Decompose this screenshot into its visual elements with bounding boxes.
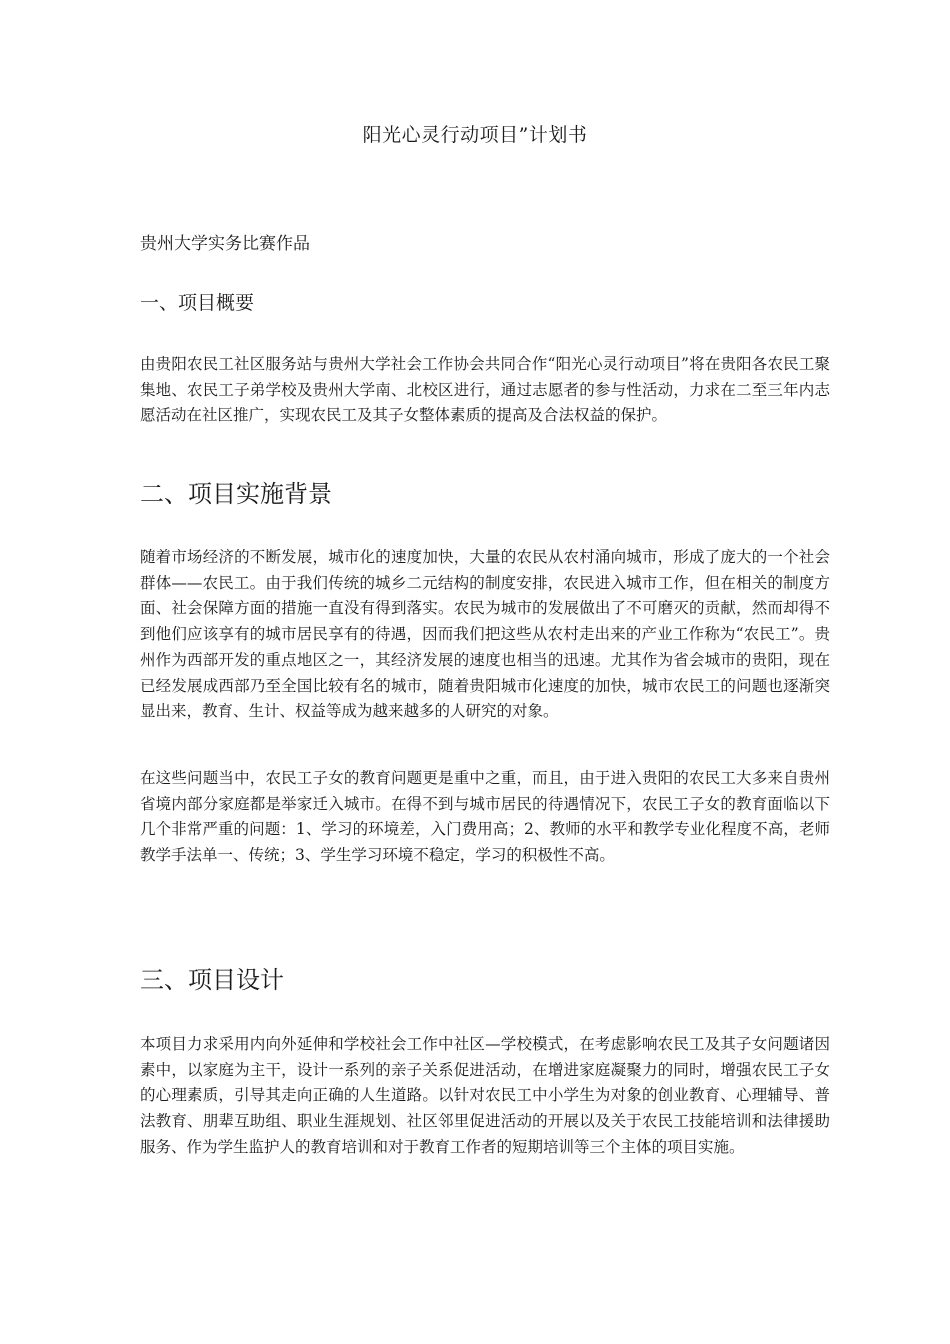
section-background-paragraph-1: 随着市场经济的不断发展，城市化的速度加快，大量的农民从农村涌向城市，形成了庞大的一个社会群体——农民工。由于我们传统的城乡二元结构的制度安排，农民进入城市工作，但在相关的制度方面、社会保障方面的措施一直没有得到落实。农民为城市的发展做出了不可磨灭的贡献，然而却得不到他们应该享有的城市居民享有的待遇，因而我们把这些从农村走出来的产业工作称为“农民工”。贵州作为西部开发的重点地区之一，其经济发展的速度也相当的迅速。尤其作为省会城市的贵阳，现在已经发展成西部乃至全国比较有名的城市，随着贵阳城市化速度的加快，城市农民工的问题也逐渐突显出来，教育、生计、权益等成为越来越多的人研究的对象。 xyxy=(140,548,830,721)
section-heading-overview: 一、项目概要 xyxy=(140,292,255,314)
section-heading-background: 二、项目实施背景 xyxy=(140,480,332,508)
document-title: 阳光心灵行动项目”计划书 xyxy=(362,124,588,146)
document-subtitle: 贵州大学实务比赛作品 xyxy=(140,234,310,254)
section-background-paragraph-2: 在这些问题当中，农民工子女的教育问题更是重中之重，而且，由于进入贵阳的农民工大多来自贵州省境内部分家庭都是举家迁入城市。在得不到与城市居民的待遇情况下，农民工子女的教育面临以下几个非常严重的问题：1、学习的环境差，入门费用高；2、教师的水平和教学专业化程度不高，老师教学手法单一、传统；3、学生学习环境不稳定，学习的积极性不高。 xyxy=(140,769,830,865)
section-heading-design: 三、项目设计 xyxy=(140,966,284,994)
section-design-paragraph: 本项目力求采用内向外延伸和学校社会工作中社区—学校模式，在考虑影响农民工及其子女问题诸因素中，以家庭为主干，设计一系列的亲子关系促进活动，在增进家庭凝聚力的同时，增强农民工子女的心理素质，引导其走向正确的人生道路。以针对农民工中小学生为对象的创业教育、心理辅导、普法教育、朋辈互助组、职业生涯规划、社区邻里促进活动的开展以及关于农民工技能培训和法律援助服务、作为学生监护人的教育培训和对于教育工作者的短期培训等三个主体的项目实施。 xyxy=(140,1035,830,1156)
section-overview-paragraph: 由贵阳农民工社区服务站与贵州大学社会工作协会共同合作“阳光心灵行动项目”将在贵阳各农民工聚集地、农民工子弟学校及贵州大学南、北校区进行，通过志愿者的参与性活动，力求在二至三年内志愿活动在社区推广，实现农民工及其子女整体素质的提高及合法权益的保护。 xyxy=(140,355,830,425)
